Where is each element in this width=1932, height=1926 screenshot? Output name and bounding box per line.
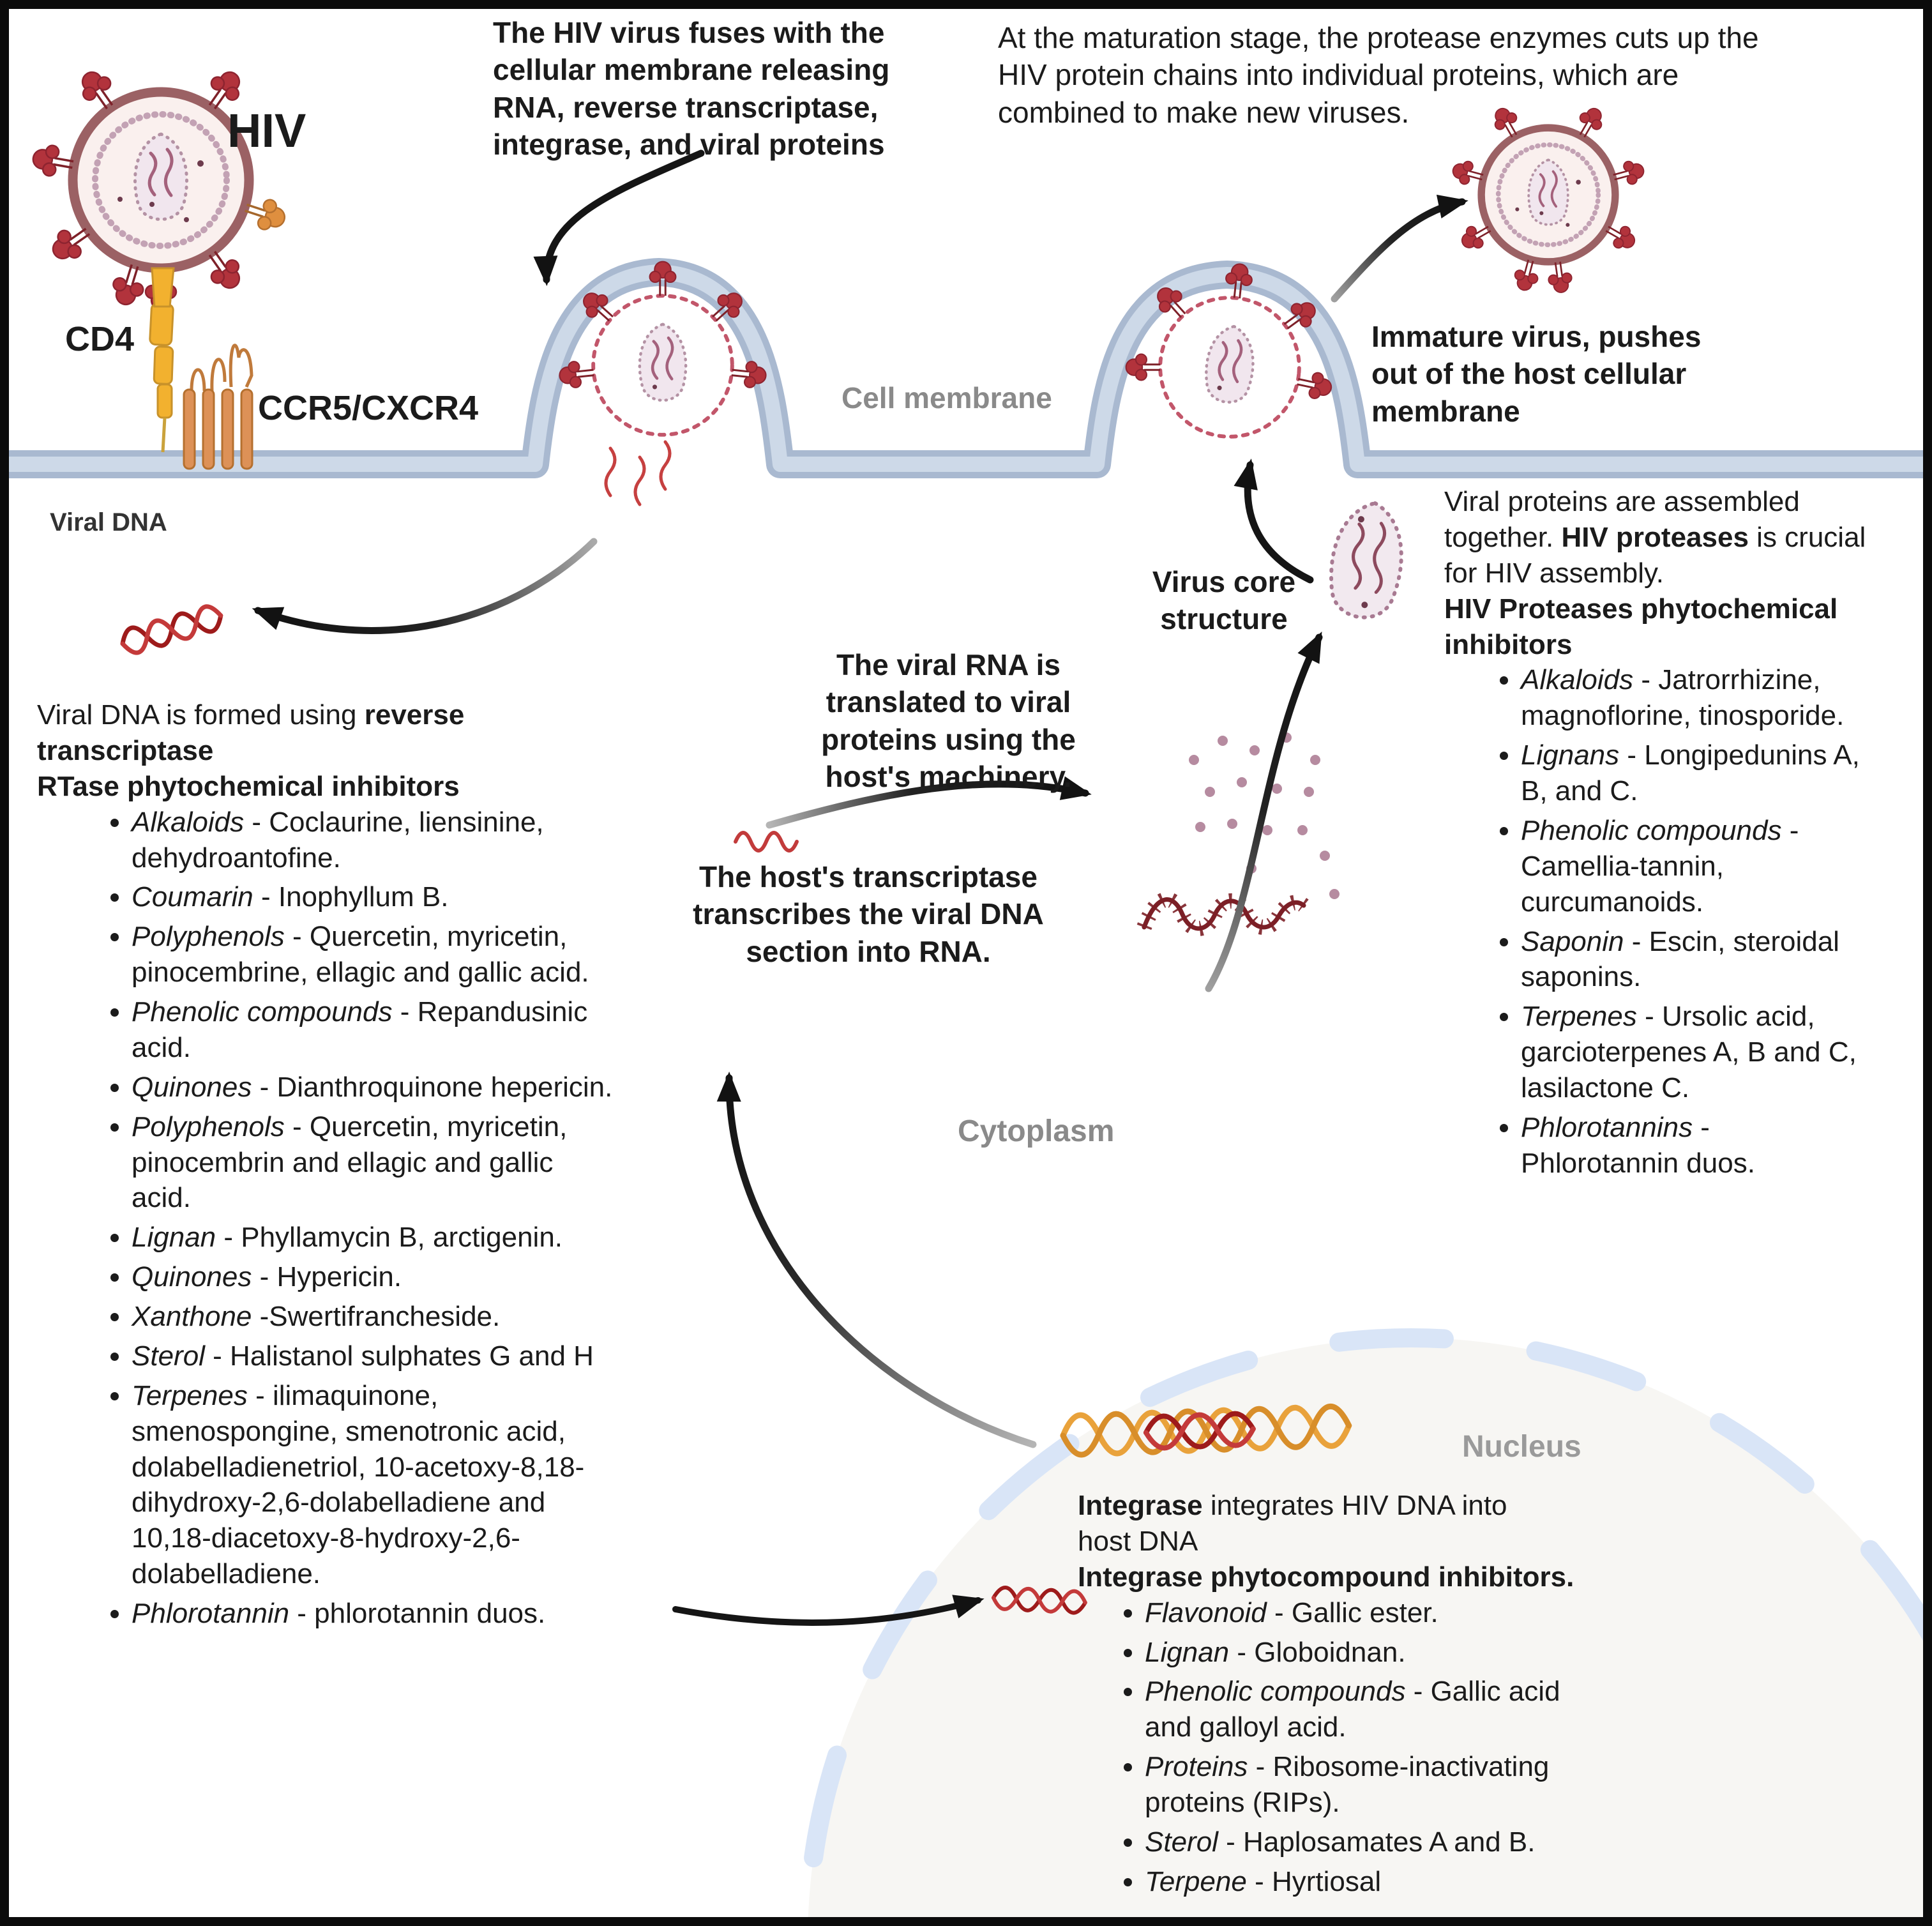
protease-heading: HIV Proteases phytochemical inhibitors: [1444, 593, 1838, 660]
cytoplasm-label: Cytoplasm: [958, 1114, 1115, 1148]
integrase-intro-rest-b: host DNA: [1078, 1525, 1198, 1557]
arrow-to-viral-dna: [258, 542, 594, 630]
rtase-intro-normal: Viral DNA is formed using: [37, 699, 365, 731]
list-item: • Sterol - Halistanol sulphates G and H: [132, 1338, 617, 1374]
arrow-mrna-to-core: [1209, 637, 1319, 989]
integrase-intro: [1078, 1488, 1665, 1559]
protease-intro-bold: HIV proteases: [1561, 521, 1749, 553]
maturation-caption: At the maturation stage, the protease enzymes cuts up the HIV protein chains into individual proteins, which are combined to make new viruses.: [998, 21, 1759, 129]
arrow-core-to-membrane: [1248, 465, 1310, 580]
budding-virus: [1119, 253, 1345, 447]
list-item: • Terpenes - Ursolic acid, garcioterpenes A, B and C, lasilactone C.: [1521, 999, 1869, 1106]
integrase-heading: Integrase phytocompound inhibitors.: [1078, 1561, 1574, 1593]
protease-list: [1444, 662, 1869, 1181]
list-item: • Quinones - Hypericin.: [132, 1259, 617, 1295]
list-item: • Saponin - Escin, steroidal saponins.: [1521, 924, 1869, 996]
rtase-block: [37, 697, 617, 1635]
immature-virus-caption: Immature virus, pushes out of the host cellular membrane: [1371, 320, 1702, 428]
list-item: • Terpene - Hyrtiosal: [1145, 1864, 1566, 1900]
released-rna-squiggles: [606, 442, 670, 504]
integrase-intro-bold: Integrase: [1078, 1490, 1203, 1521]
rtase-intro: [37, 697, 573, 769]
cd4-receptor: [149, 268, 174, 452]
list-item: • Phlorotannins - Phlorotannin duos.: [1521, 1110, 1869, 1181]
list-item: • Phenolic compounds - Camellia-tannin, curcumanoids.: [1521, 813, 1869, 920]
list-item: • Coumarin - Inophyllum B.: [132, 879, 617, 915]
hiv-label: HIV: [227, 104, 306, 157]
list-item: • Lignan - Globoidnan.: [1145, 1635, 1566, 1671]
list-item: • Xanthone -Swertifrancheside.: [132, 1299, 617, 1335]
list-item: • Alkaloids - Jatrorrhizine, magnoflorine, tinosporide.: [1521, 662, 1869, 734]
immature-virus: [1450, 103, 1646, 294]
cd4-label: CD4: [65, 320, 135, 358]
rtase-intro-bold: reverse transcriptase: [37, 699, 465, 766]
integrase-block: [1078, 1488, 1665, 1904]
protease-intro-tail: is crucial for HIV assembly.: [1444, 521, 1866, 589]
list-item: • Quinones - Dianthroquinone hepericin.: [132, 1070, 617, 1105]
list-item: • Terpenes - ilimaquinone, smenospongine, smenotronic acid, dolabelladienetriol, 10-acetoxy-8,18-dihydroxy-2,6-dolabelladiene and 10,18-diacetoxy-8-hydroxy-2,6-dolabelladiene.: [132, 1378, 617, 1592]
list-item: • Phlorotannin - phlorotannin duos.: [132, 1596, 617, 1632]
rtase-list: [37, 805, 617, 1632]
protease-block: [1444, 484, 1904, 1185]
cell-membrane-label: Cell membrane: [841, 381, 1052, 414]
list-item: • Proteins - Ribosome-inactivating proteins (RIPs).: [1145, 1749, 1566, 1821]
arrow-budding-to-virus: [1334, 202, 1462, 299]
list-item: • Phenolic compounds - Repandusinic acid.: [132, 994, 617, 1066]
ccr5-cxcr4-label: CCR5/CXCR4: [258, 389, 479, 427]
translation-caption: The viral RNA is translated to viral proteins using the host's machinery.: [821, 648, 1076, 794]
virus-core-label: Virus core structure: [1152, 565, 1296, 636]
list-item: • Polyphenols - Quercetin, myricetin, pinocembrine, ellagic and gallic acid.: [132, 919, 617, 990]
transcription-caption: The host's transcriptase transcribes the viral DNA section into RNA.: [693, 860, 1044, 968]
fusion-caption: The HIV virus fuses with the cellular membrane releasing RNA, reverse transcriptase, integrase, and viral proteins: [493, 16, 890, 162]
list-item: • Polyphenols - Quercetin, myricetin, pinocembrin and ellagic and gallic acid.: [132, 1109, 617, 1217]
protease-intro-normal: Viral proteins are assembled together.: [1444, 486, 1800, 553]
list-item: • Lignans - Longipedunins A, B, and C.: [1521, 738, 1869, 809]
list-item: • Flavonoid - Gallic ester.: [1145, 1595, 1566, 1631]
viral-rna-squiggle: [736, 833, 797, 851]
protease-intro: [1444, 484, 1891, 591]
list-item: • Alkaloids - Coclaurine, liensinine, dehydroantofine.: [132, 805, 617, 876]
viral-dna-helix: [119, 603, 224, 656]
rtase-heading: RTase phytochemical inhibitors: [37, 770, 460, 802]
virus-core: [1325, 498, 1408, 621]
integrase-list: [1078, 1595, 1566, 1900]
integrase-intro-rest-a: integrates HIV DNA into: [1202, 1490, 1507, 1521]
mrna-ribbon: [1144, 900, 1304, 929]
list-item: • Phenolic compounds - Gallic acid and galloyl acid.: [1145, 1674, 1566, 1745]
list-item: • Lignan - Phyllamycin B, arctigenin.: [132, 1220, 617, 1255]
list-item: • Sterol - Haplosamates A and B.: [1145, 1824, 1566, 1860]
viral-dna-label: Viral DNA: [50, 508, 167, 536]
nucleus-label: Nucleus: [1462, 1430, 1581, 1464]
